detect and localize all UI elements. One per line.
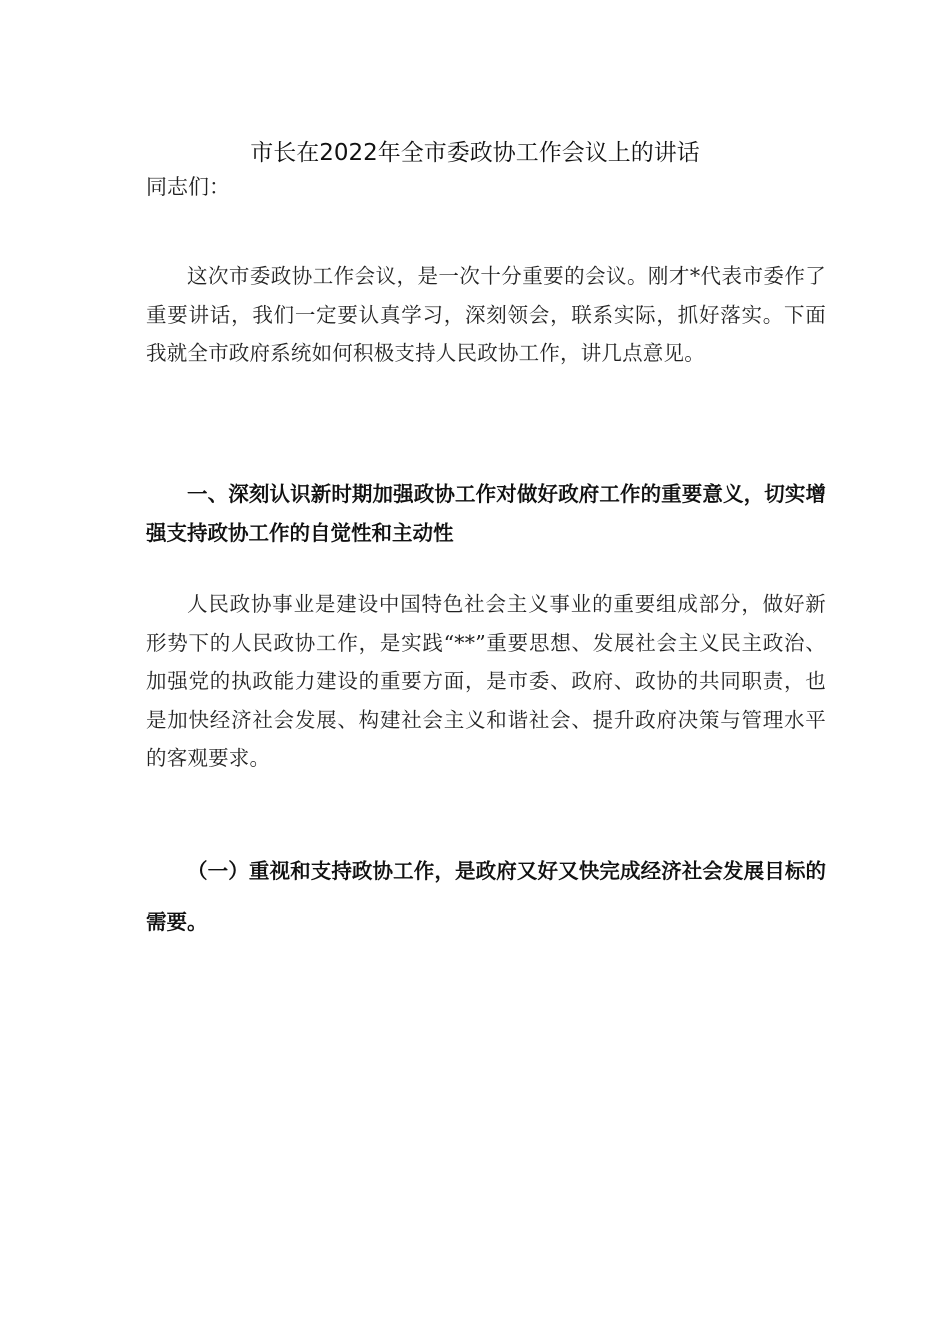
body-paragraph-intro: 这次市委政协工作会议，是一次十分重要的会议。刚才*代表市委作了重要讲话，我们一定要认真学习，深刻领会，联系实际，抓好落实。下面我就全市政府系统如何积极支持人民政协工作，讲几点意见。 (146, 264, 826, 365)
subsection-heading-1: （一）重视和支持政协工作，是政府又好又快完成经济社会发展目标的需要。 (146, 859, 826, 934)
salutation: 同志们： (146, 175, 230, 199)
section-heading-1: 一、深刻认识新时期加强政协工作对做好政府工作的重要意义，切实增强支持政协工作的自觉性和主动性 (146, 482, 826, 545)
body-paragraph-section-1: 人民政协事业是建设中国特色社会主义事业的重要组成部分，做好新形势下的人民政协工作，是实践“**”重要思想、发展社会主义民主政治、加强党的执政能力建设的重要方面，是市委、政府、政协的共同职责，也是加快经济社会发展、构建社会主义和谐社会、提升政府决策与管理水平的客观要求。 (146, 592, 826, 770)
document-title: 市长在2022年全市委政协工作会议上的讲话 (250, 140, 700, 166)
